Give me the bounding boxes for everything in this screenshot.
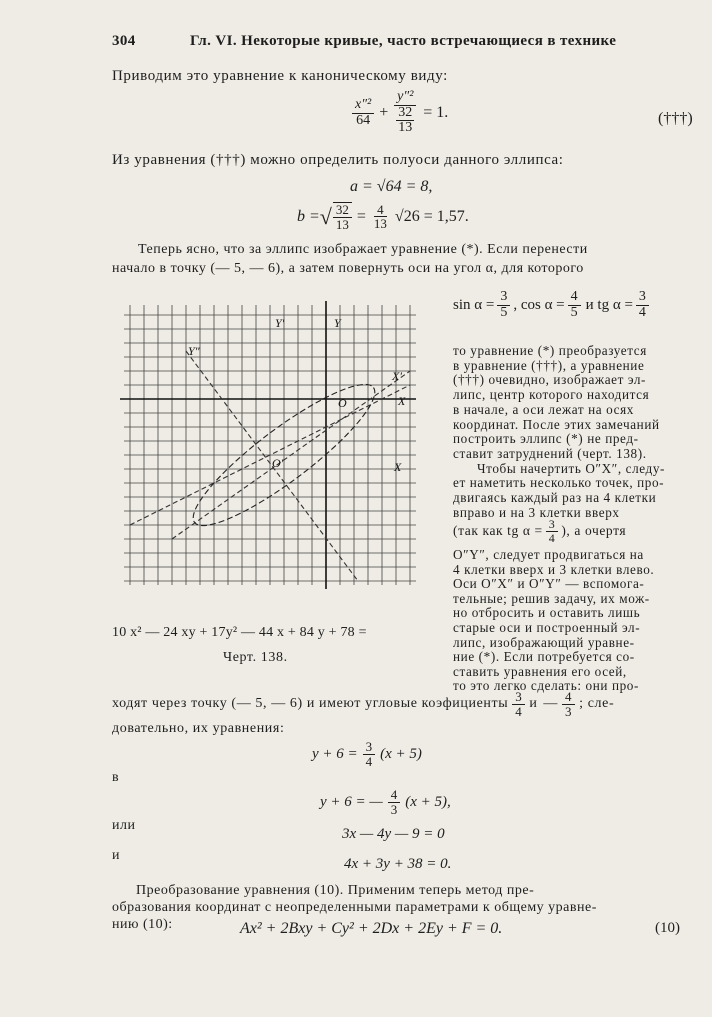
semiaxis-a: a = √64 = 8, (350, 178, 433, 195)
axis-equation-4: 4x + 3y + 38 = 0. (344, 856, 452, 872)
label-origin-prime: O′ (272, 456, 284, 470)
axis-equation-2: y + 6 = — $\frac{4}{3}$ (x + 5), (320, 787, 451, 817)
label-x-axis: X (394, 460, 402, 474)
label-origin: O (338, 396, 347, 410)
label-y: Y (334, 316, 341, 330)
paragraph-3: Преобразование уравнения (10). Применим теперь метод пре- образования координат с неопределенными параметрами к общему уравне- нию (10): (112, 883, 597, 932)
paragraph-1: Теперь ясно, что за эллипс изображает уравнение (*). Если перенести начало в точку (— 5, — 6), а затем повернуть оси на угол α, для которого (112, 242, 588, 276)
paragraph-2-line-1: ходят через точку (— 5, — 6) и имеют угловые коэфициенты $\frac{3}{4}$ и — $\frac{4}{3}$ ; сле- (112, 689, 615, 719)
right-column-frac-line: (так как tg α = $\frac{3}{4}$ ), а очертя (453, 517, 627, 545)
axis-equation-3: 3x — 4y — 9 = 0 (342, 826, 445, 842)
ellipse-grid-figure (110, 295, 426, 605)
label-y-double-prime: Y″ (188, 344, 200, 358)
semiaxis-b: b = √ $\frac{32}{13}$ = $\frac{4}{13}$ √26 = 1,57. (297, 201, 469, 232)
canonical-equation: $\frac{\text{x″²}}{64}$ + y″² 32 13 = 1. (352, 90, 448, 136)
label-x-prime: X′ (392, 369, 402, 383)
label-x: X (398, 394, 406, 408)
conjunction-v: в (112, 770, 119, 785)
page-number: 304 (112, 33, 136, 49)
paragraph-2-line-2: довательно, их уравнения: (112, 721, 285, 736)
figure-caption: Черт. 138. (223, 650, 288, 665)
general-equation: Ax² + 2Bxy + Cy² + 2Dx + 2Ey + F = 0. (240, 920, 503, 937)
semiaxes-intro: Из уравнения (†††) можно определить полуоси данного эллипса: (112, 152, 564, 168)
figure-equation: 10 x² — 24 xy + 17y² — 44 x + 84 y + 78 = (112, 625, 367, 640)
right-column-text: то уравнение (*) преобразуется в уравнение (†††), а уравнение (†††) очевидно, изображает эл- липс, центр которого находится в начале, а оси лежат на осях координат. После этих замечаний построить эллипс (*) не пред- ставит затруднений (черт. 138). Чтобы начертить O″X″, следу- ет наметить несколько точек, про- двигаясь каждый раз на 4 клетки вправо и на 3 клетки вверх (453, 343, 666, 520)
running-title: Гл. VI. Некоторые кривые, часто встречающиеся в технике (190, 33, 617, 49)
conjunction-i: и (112, 848, 120, 863)
intro-line: Приводим это уравнение к каноническому виду: (112, 68, 448, 84)
axis-equation-1: y + 6 = $\frac{3}{4}$ (x + 5) (312, 739, 422, 769)
trig-values: sin α = $\frac{3}{5}$ , cos α = $\frac{4}{5}$ и tg α = $\frac{3}{4}$ (453, 290, 649, 320)
general-equation-tag: (10) (655, 920, 680, 936)
label-y-prime: Y′ (275, 316, 285, 330)
conjunction-ili: или (112, 818, 136, 833)
equation-tag-ttt: (†††) (658, 110, 693, 127)
right-column-text-2: O″Y″, следует продвигаться на 4 клетки вверх и 3 клетки влево. Оси O″X″ и O″Y″ — вспомога- тельные; решив задачу, их мож- но отбросить и оставить лишь старые оси и построенный эл- липс, изображающий уравне- ние (*). Если потребуется со- ставить уравнения его осей, то это легко сделать: они про- (453, 547, 655, 694)
